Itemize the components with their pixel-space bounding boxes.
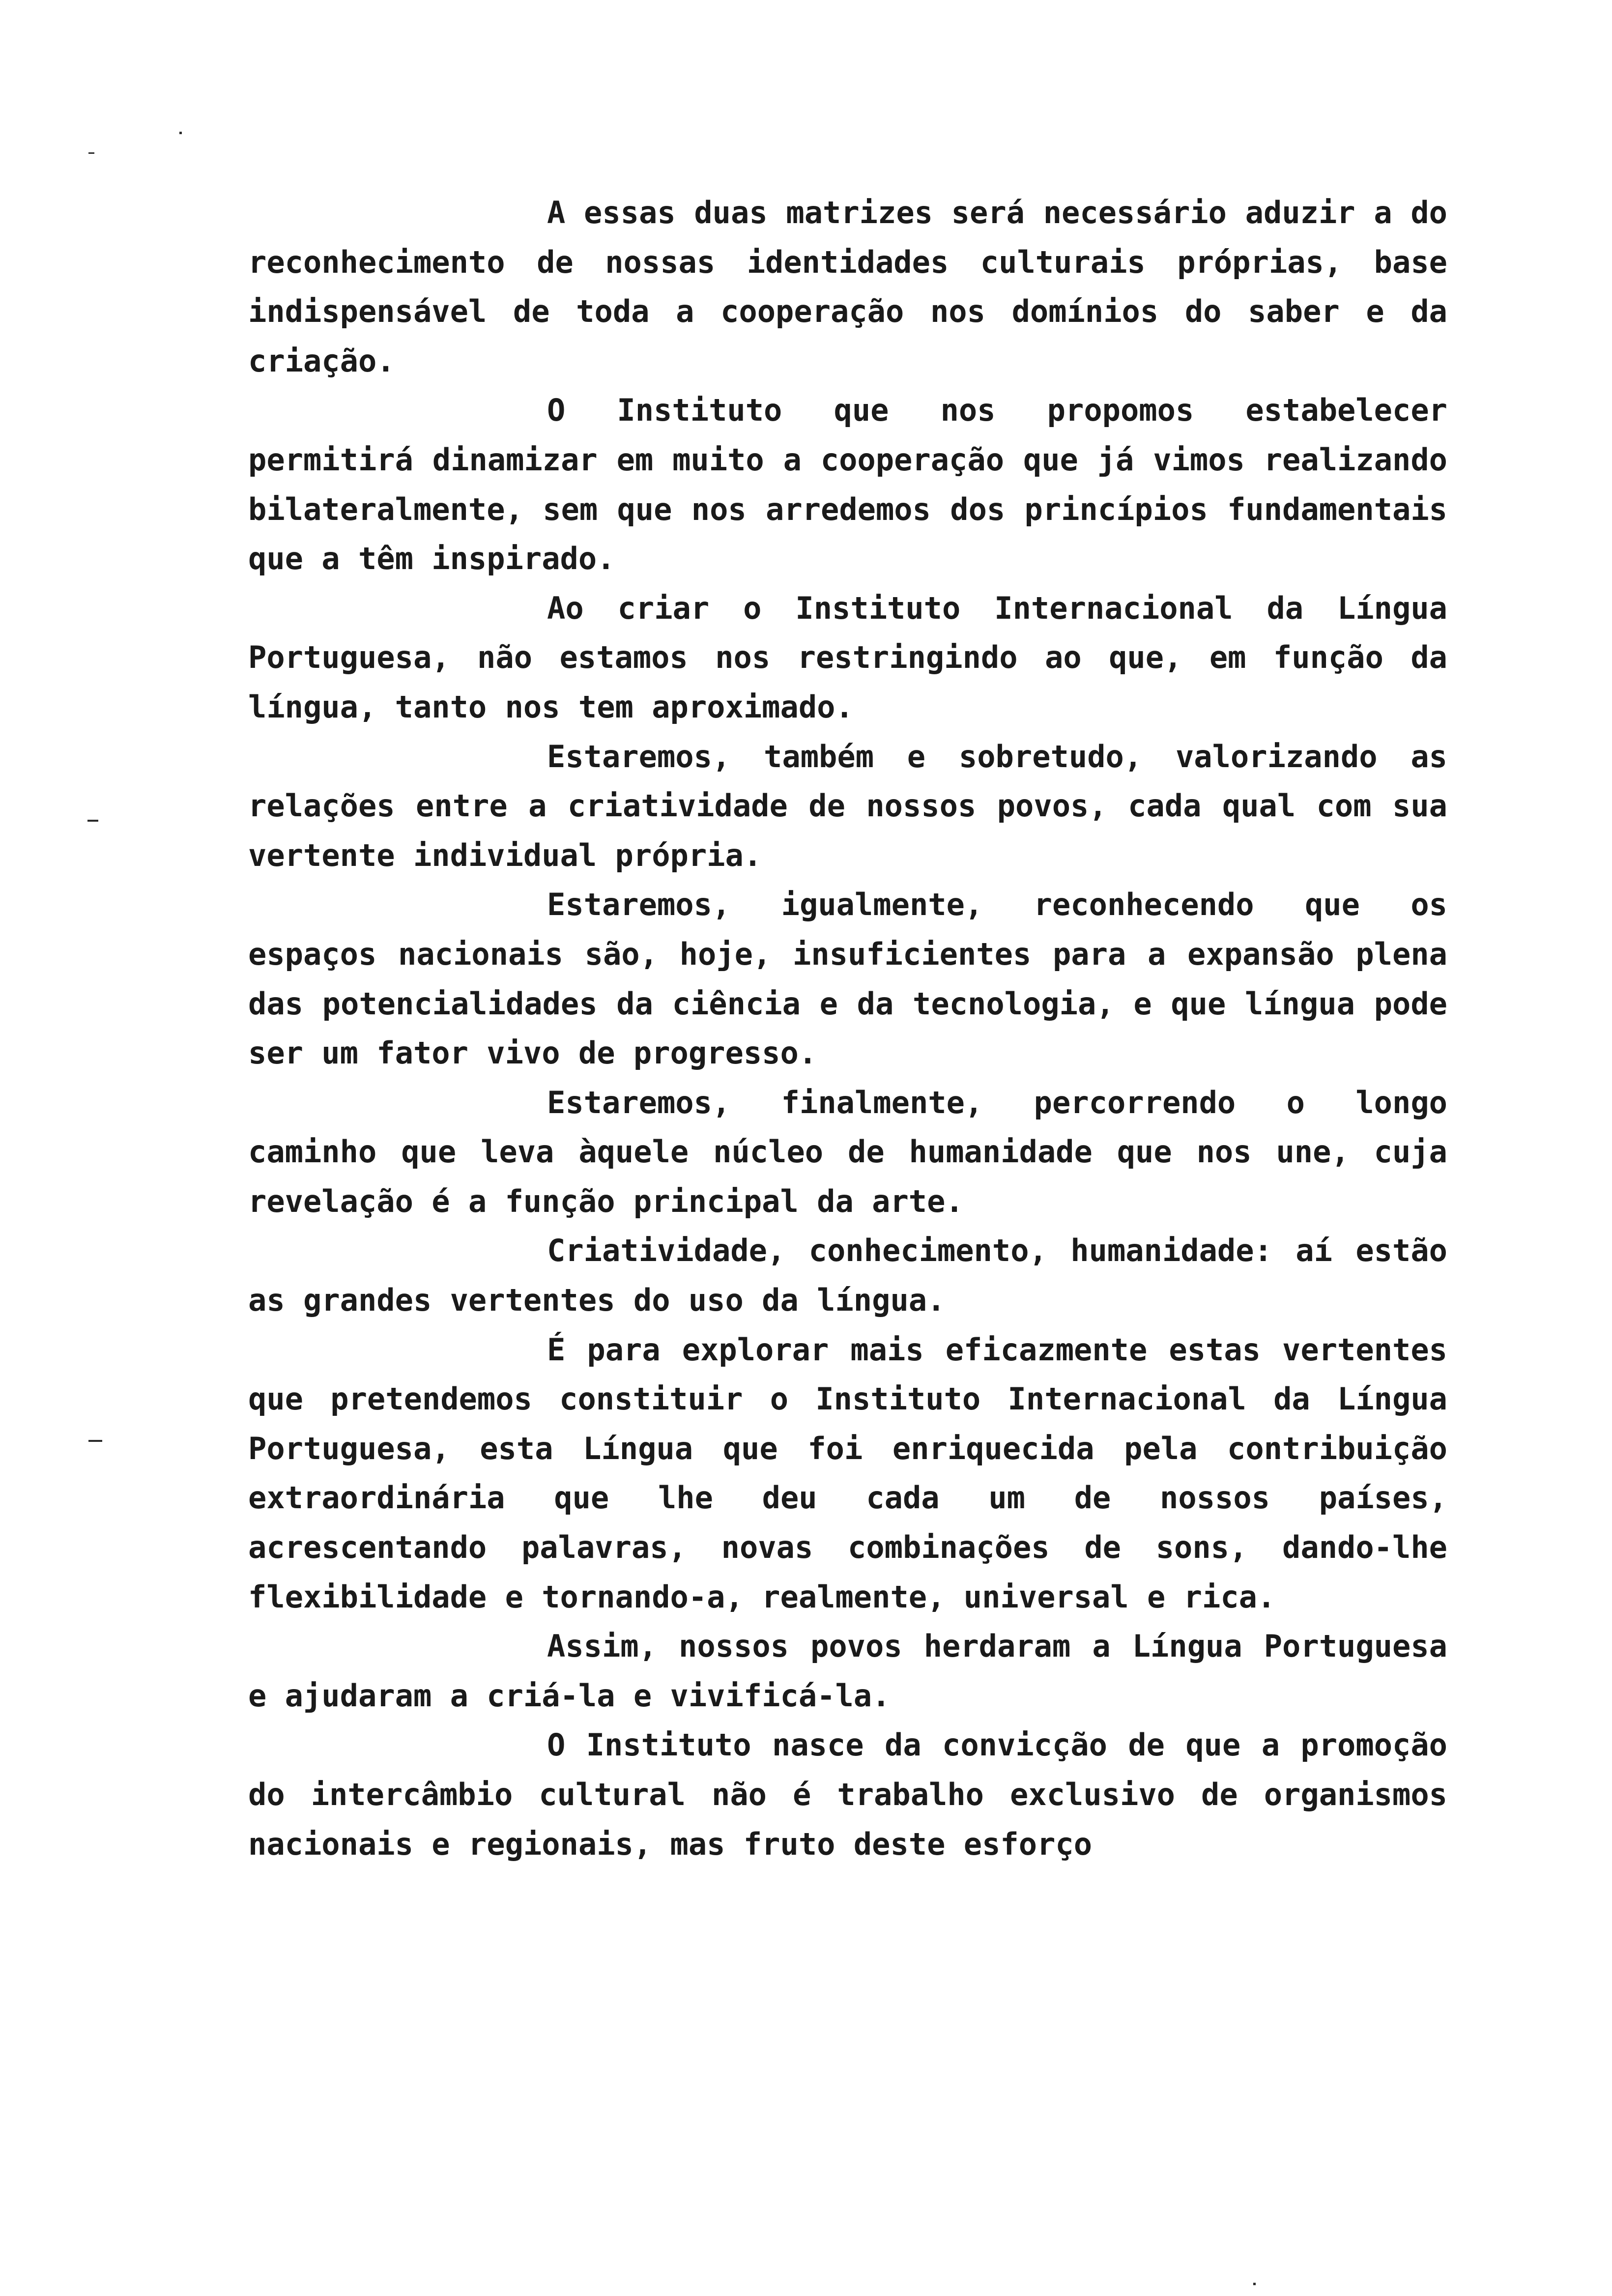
paragraph: Estaremos, também e sobretudo, valorizando as relações entre a criatividade de nossos povos, cada qual com sua vertente individual própria. — [248, 738, 1447, 873]
paragraph: Estaremos, igualmente, reconhecendo que os espaços nacionais são, hoje, insuficientes para a expansão plena das potencialidades da ciência e da tecnologia, e que língua pode ser um fator vivo de progresso. — [248, 887, 1447, 1071]
scan-speck — [88, 152, 94, 154]
document-body — [248, 188, 1447, 1869]
scan-speck — [1253, 2283, 1256, 2285]
paragraph: É para explorar mais eficazmente estas vertentes que pretendemos constituir o Instituto Internacional da Língua Portuguesa, esta Língua que foi enriquecida pela contribuição extraordinária que lhe deu cada um de nossos países, acrescentando palavras, novas combinações de sons, dando-lhe flexibilidade e tornando-a, realmente, universal e rica. — [248, 1331, 1447, 1615]
paragraph: Assim, nossos povos herdaram a Língua Portuguesa e ajudaram a criá-la e vivificá-la. — [248, 1628, 1447, 1714]
paragraph: Estaremos, finalmente, percorrendo o longo caminho que leva àquele núcleo de humanidade que nos une, cuja revelação é a função principal da arte. — [248, 1084, 1447, 1219]
scan-speck — [88, 1440, 102, 1442]
paragraph: A essas duas matrizes será necessário aduzir a do reconhecimento de nossas identidades culturais próprias, base indispensável de toda a cooperação nos domínios do saber e da criação. — [248, 195, 1447, 379]
scan-speck — [179, 132, 182, 134]
paragraph: Ao criar o Instituto Internacional da Língua Portuguesa, não estamos nos restringindo ao que, em função da língua, tanto nos tem aproximado. — [248, 590, 1447, 725]
paragraph: O Instituto que nos propomos estabelecer permitirá dinamizar em muito a cooperação que já vimos realizando bilateralmente, sem que nos arredemos dos princípios fundamentais que a têm inspirado. — [248, 392, 1447, 577]
paragraph: Criatividade, conhecimento, humanidade: aí estão as grandes vertentes do uso da língua. — [248, 1233, 1447, 1319]
paragraph: O Instituto nasce da convicção de que a promoção do intercâmbio cultural não é trabalho exclusivo de organismos nacionais e regionais, mas fruto deste esforço — [248, 1727, 1447, 1862]
scan-speck — [87, 820, 98, 822]
